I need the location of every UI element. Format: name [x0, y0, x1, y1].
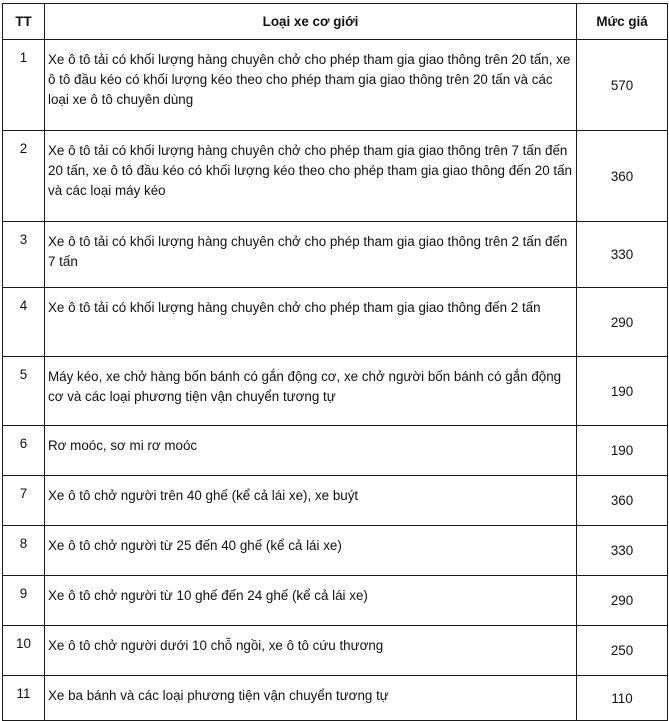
price-cell: 290	[577, 576, 668, 626]
header-tt: TT	[3, 4, 45, 40]
vehicle-type-cell: Xe ô tô tải có khối lượng hàng chuyên chở cho phép tham gia giao thông trên 2 tấn đến 7 tấn	[45, 222, 577, 288]
vehicle-type-cell: Xe ô tô tải có khối lượng hàng chuyên chở cho phép tham gia giao thông đến 2 tấn	[45, 288, 577, 357]
row-number: 10	[3, 626, 45, 676]
vehicle-type-cell: Rơ moóc, sơ mi rơ moóc	[45, 426, 577, 476]
vehicle-type-cell: Xe ô tô chở người dưới 10 chỗ ngồi, xe ô tô cứu thương	[45, 626, 577, 676]
price-cell: 570	[577, 40, 668, 131]
price-cell: 190	[577, 426, 668, 476]
row-number: 8	[3, 526, 45, 576]
row-number: 2	[3, 131, 45, 222]
row-number: 4	[3, 288, 45, 357]
row-number: 1	[3, 40, 45, 131]
price-cell: 190	[577, 357, 668, 426]
price-table	[2, 3, 668, 721]
row-number: 11	[3, 676, 45, 721]
row-number: 6	[3, 426, 45, 476]
table-row	[3, 357, 668, 426]
price-cell: 330	[577, 222, 668, 288]
vehicle-type-cell: Xe ba bánh và các loại phương tiện vận chuyển tương tự	[45, 676, 577, 721]
row-number: 5	[3, 357, 45, 426]
table-row	[3, 288, 668, 357]
row-number: 7	[3, 476, 45, 526]
table-row	[3, 626, 668, 676]
table-row	[3, 576, 668, 626]
price-cell: 110	[577, 676, 668, 721]
price-cell: 330	[577, 526, 668, 576]
price-cell: 290	[577, 288, 668, 357]
vehicle-type-cell: Xe ô tô tải có khối lượng hàng chuyên chở cho phép tham gia giao thông trên 20 tấn, xe ô tô đầu kéo có khối lượng kéo theo cho phép tham gia giao thông trên 20 tấn và các loại xe ô tô chuyên dùng	[45, 40, 577, 131]
vehicle-type-cell: Xe ô tô chở người từ 25 đến 40 ghế (kể cả lái xe)	[45, 526, 577, 576]
vehicle-type-cell: Xe ô tô tải có khối lượng hàng chuyên chở cho phép tham gia giao thông trên 7 tấn đến 20 tấn, xe ô tô đầu kéo có khối lượng kéo theo cho phép tham gia giao thông đến 20 tấn và các loại máy kéo	[45, 131, 577, 222]
table-row	[3, 131, 668, 222]
table-row	[3, 676, 668, 721]
price-cell: 360	[577, 476, 668, 526]
vehicle-type-cell: Máy kéo, xe chở hàng bốn bánh có gắn động cơ, xe chở người bốn bánh có gắn động cơ và các loại phương tiện vận chuyển tương tự	[45, 357, 577, 426]
header-row	[3, 4, 668, 40]
header-price: Mức giá	[577, 4, 668, 40]
table-row	[3, 476, 668, 526]
vehicle-type-cell: Xe ô tô chở người trên 40 ghế (kể cả lái xe), xe buýt	[45, 476, 577, 526]
price-cell: 360	[577, 131, 668, 222]
table-row	[3, 40, 668, 131]
row-number: 3	[3, 222, 45, 288]
table-row	[3, 426, 668, 476]
row-number: 9	[3, 576, 45, 626]
header-vehicle-type: Loại xe cơ giới	[45, 4, 577, 40]
vehicle-type-cell: Xe ô tô chở người từ 10 ghế đến 24 ghế (kể cả lái xe)	[45, 576, 577, 626]
table-row	[3, 222, 668, 288]
table-row	[3, 526, 668, 576]
price-cell: 250	[577, 626, 668, 676]
